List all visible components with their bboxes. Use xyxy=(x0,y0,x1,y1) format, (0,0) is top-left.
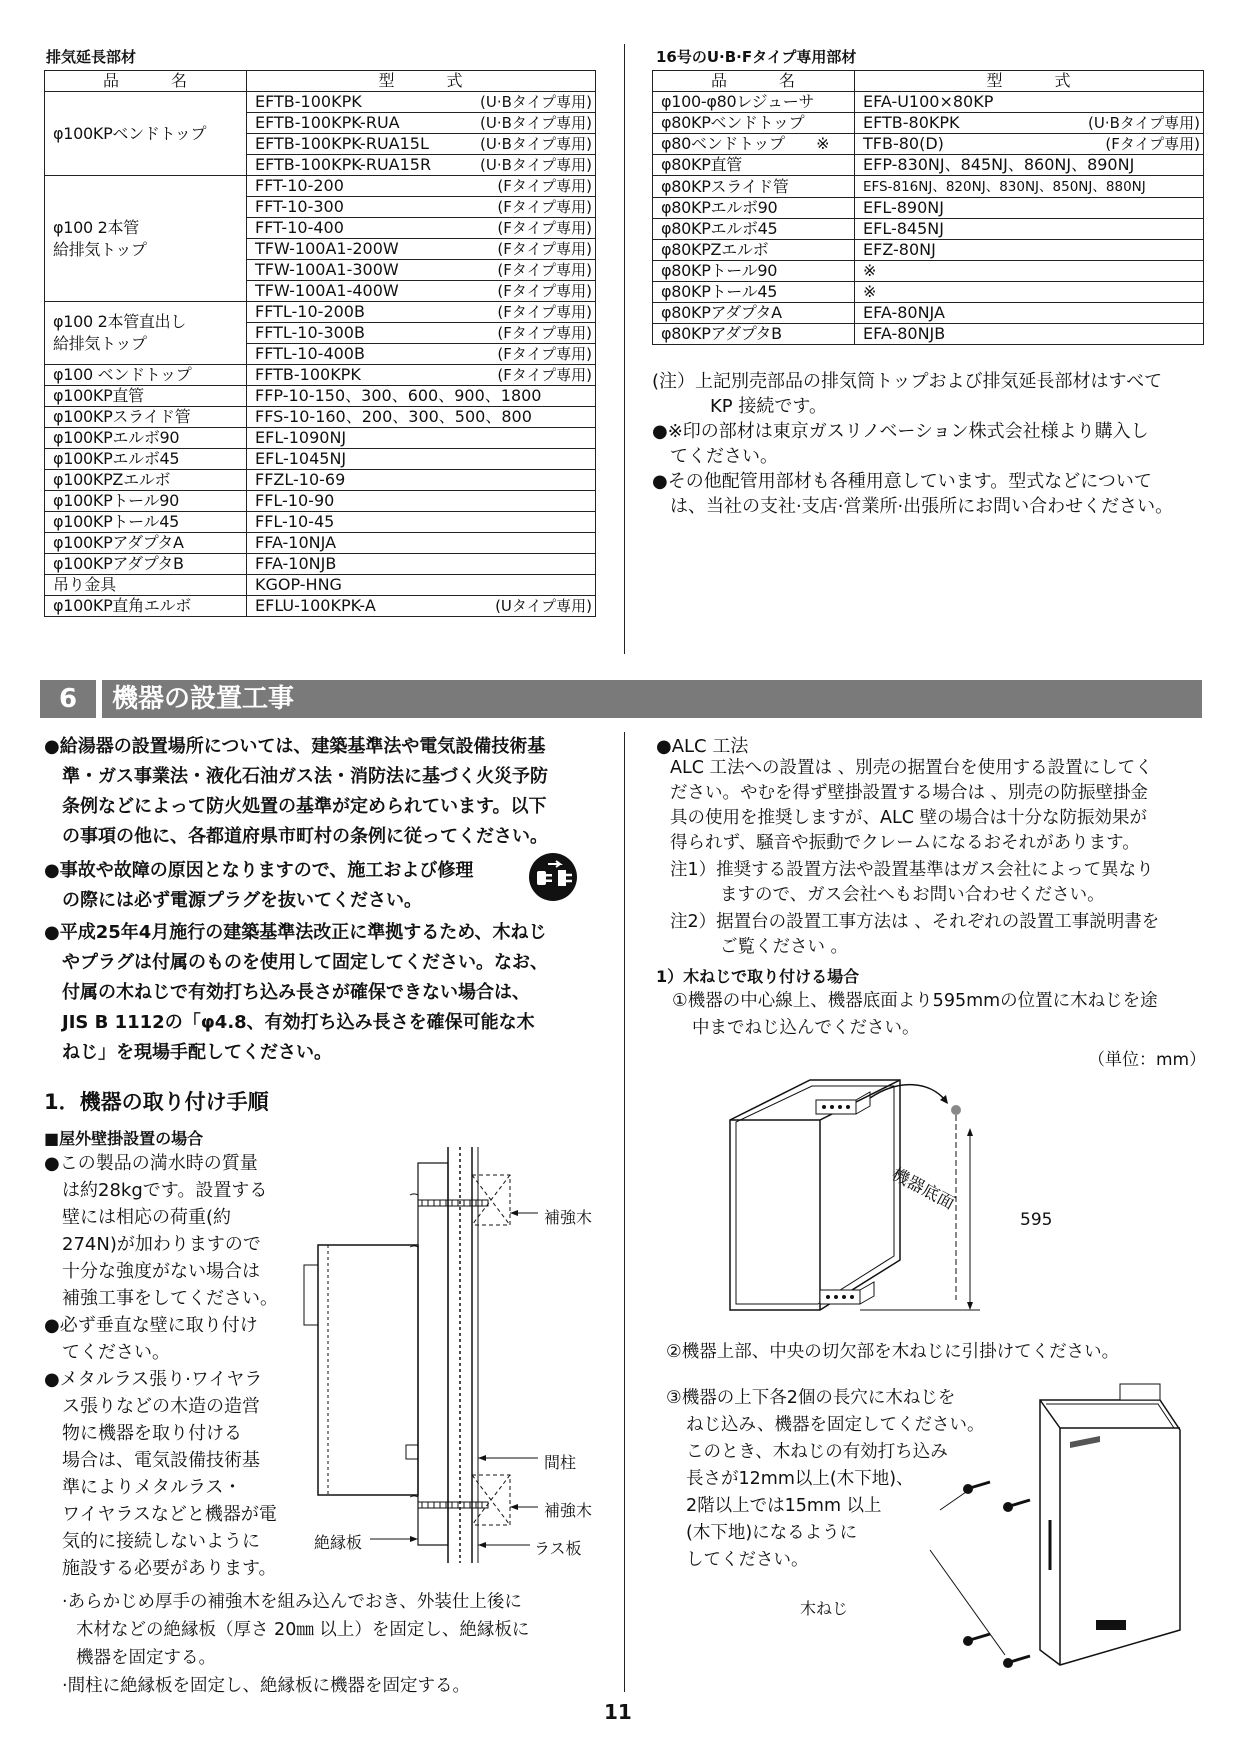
part-model-cell xyxy=(855,113,1204,134)
part-name: φ80KPアダプタB xyxy=(653,324,855,345)
part-note: (U·Bタイプ専用) xyxy=(480,135,592,153)
table-row xyxy=(45,386,596,407)
part-model: EFA-80NJA xyxy=(863,303,945,322)
part-model: EFTB-100KPK-RUA15L xyxy=(255,134,429,153)
text-line: 付属の木ねじで有効打ち込み長さが確保できない場合は、 xyxy=(62,982,530,1003)
part-model: FFZL-10-69 xyxy=(255,470,346,489)
unit-label: （単位：mm） xyxy=(1088,1050,1207,1070)
table-row xyxy=(45,554,596,575)
text-line: 注1）推奨する設置方法や設置基準はガス会社によって異なり xyxy=(670,860,1154,880)
part-name: φ100KPアダプタB xyxy=(45,554,247,575)
text-line: ス張りなどの木造の造営 xyxy=(62,1396,260,1417)
text-line: 施設する必要があります。 xyxy=(62,1558,277,1579)
part-model: FFTL-10-200B xyxy=(255,302,365,321)
text-line: 場合は、電気設備技術基 xyxy=(62,1450,260,1471)
label-bottom-face: 機器底面 xyxy=(888,1164,958,1214)
col-header-name: 品 名 xyxy=(45,71,247,92)
label-reinforcement-wood-2: 補強木 xyxy=(544,1501,593,1520)
part-name: φ80KPZエルボ xyxy=(653,240,855,261)
text-line: ださい。やむを得ず壁掛設置する場合は 、別売の防振壁掛金 xyxy=(670,783,1149,803)
text-line: 十分な強度がない場合は xyxy=(62,1261,260,1282)
right-table-heading: 16号のU·B·Fタイプ専用部材 xyxy=(656,48,857,66)
part-model: KGOP-HNG xyxy=(255,575,342,594)
table-row xyxy=(45,449,596,470)
text-line: ●平成25年4月施行の建築基準法改正に準拠するため、木ねじ xyxy=(44,922,547,943)
text-line: 物に機器を取り付ける xyxy=(62,1423,242,1444)
part-model-cell xyxy=(247,428,596,449)
part-model-cell xyxy=(247,554,596,575)
table-row xyxy=(653,219,1204,240)
part-model-cell xyxy=(247,449,596,470)
text-line: してください。 xyxy=(686,1550,809,1570)
label-reinforcement-wood-1: 補強木 xyxy=(544,1208,593,1227)
col-header-model: 型 式 xyxy=(855,71,1204,92)
column-divider-top xyxy=(624,44,625,654)
table-row xyxy=(653,176,1204,198)
part-model: FFT-10-400 xyxy=(255,218,344,237)
part-model: EFA-80NJB xyxy=(863,324,946,343)
page-number: 11 xyxy=(604,1700,632,1724)
text-line: やプラグは付属のものを使用して固定してください。なお、 xyxy=(62,952,548,973)
part-model: FFL-10-45 xyxy=(255,512,335,531)
text-line: ワイヤラスなどと機器が電 xyxy=(62,1504,277,1525)
part-model: EFTB-100KPK xyxy=(255,92,362,111)
part-name: φ100 ベンドトップ xyxy=(45,365,247,386)
screw-fixing-diagram xyxy=(860,1380,1205,1685)
step-heading: 1）木ねじで取り付ける場合 xyxy=(656,967,860,986)
part-model-cell xyxy=(247,176,596,197)
part-model: FFT-10-200 xyxy=(255,176,344,195)
part-name: φ100KPベンドトップ xyxy=(45,92,247,176)
part-model: TFW-100A1-200W xyxy=(255,239,399,258)
part-model-cell xyxy=(247,155,596,176)
part-model-cell xyxy=(247,386,596,407)
table-row xyxy=(653,113,1204,134)
part-note: (Fタイプ専用) xyxy=(497,366,592,384)
part-model-cell xyxy=(855,219,1204,240)
part-name: φ100 2本管直出し 給排気トップ xyxy=(45,302,247,365)
part-name: φ80KPエルボ45 xyxy=(653,219,855,240)
text-line: ねじ」を現場手配してください。 xyxy=(62,1042,332,1063)
text-line: 壁には相応の荷重(約 xyxy=(62,1207,232,1228)
part-model: FFA-10NJB xyxy=(255,554,337,573)
part-note: (Fタイプ専用) xyxy=(497,345,592,363)
table-row xyxy=(653,134,1204,155)
part-model: FFL-10-90 xyxy=(255,491,335,510)
part-model-cell xyxy=(855,261,1204,282)
table-row xyxy=(653,324,1204,345)
text-line: は、当社の支社·支店·営業所·出張所にお問い合わせください。 xyxy=(670,496,1174,517)
part-model-cell xyxy=(247,260,596,281)
bullet-regulations xyxy=(44,732,604,852)
label-lath-board: ラス板 xyxy=(534,1539,582,1558)
table-row xyxy=(45,365,596,386)
section-number: 6 xyxy=(58,684,78,714)
exhaust-parts-table xyxy=(44,70,596,617)
table-row xyxy=(45,302,596,323)
part-name: φ80KPベンドトップ xyxy=(653,113,855,134)
text-line: ①機器の中心線上、機器底面より595mmの位置に木ねじを途 xyxy=(672,991,1158,1011)
table-row xyxy=(653,282,1204,303)
part-model: FFTL-10-300B xyxy=(255,323,365,342)
alc-heading: ●ALC 工法 xyxy=(656,736,749,757)
table-row xyxy=(45,176,596,197)
part-note: (Fタイプ専用) xyxy=(497,219,592,237)
part-model-cell xyxy=(247,512,596,533)
text-line: ●事故や故障の原因となりますので、施工および修理 xyxy=(44,860,474,881)
text-line: ねじ込み、機器を固定してください。 xyxy=(686,1415,985,1435)
text-line: ●必ず垂直な壁に取り付け xyxy=(44,1315,258,1336)
part-note: (Fタイプ専用) xyxy=(497,282,592,300)
subheading-wall-mount: ■屋外壁掛設置の場合 xyxy=(44,1129,204,1148)
text-line: の際には必ず電源プラグを抜いてください。 xyxy=(62,890,422,911)
text-line: 補強工事をしてください。 xyxy=(62,1288,278,1309)
text-line: 長さが12mm以上(木下地)、 xyxy=(686,1469,914,1489)
column-divider-bottom xyxy=(624,732,625,1692)
part-name: φ100KPエルボ45 xyxy=(45,449,247,470)
part-name: φ100 2本管 給排気トップ xyxy=(45,176,247,302)
part-model: TFW-100A1-400W xyxy=(255,281,399,300)
text-line: JIS B 1112の「φ4.8、有効打ち込み長さを確保可能な木 xyxy=(62,1012,535,1033)
text-line: このとき、木ねじの有効打ち込み xyxy=(686,1442,948,1462)
part-name: φ80KPスライド管 xyxy=(653,176,855,198)
part-model: ※ xyxy=(863,261,877,280)
part-model: FFTL-10-400B xyxy=(255,344,365,363)
text-line: 準・ガス事業法・液化石油ガス法・消防法に基づく火災予防 xyxy=(62,766,548,787)
part-name: φ80KPアダプタA xyxy=(653,303,855,324)
part-note: (Fタイプ専用) xyxy=(497,177,592,195)
part-note: (Fタイプ専用) xyxy=(1105,135,1200,153)
part-model: EFTB-100KPK-RUA xyxy=(255,113,400,132)
text-line: ·間柱に絶縁板を固定し、絶縁板に機器を固定する。 xyxy=(62,1676,471,1696)
table-row xyxy=(45,407,596,428)
text-line: 機器を固定する。 xyxy=(76,1648,216,1668)
col-header-name: 品 名 xyxy=(653,71,855,92)
table-row xyxy=(45,92,596,113)
part-model-cell xyxy=(247,533,596,554)
table-row xyxy=(653,155,1204,176)
table-row xyxy=(653,240,1204,261)
table-row xyxy=(45,512,596,533)
part-model-cell xyxy=(247,596,596,617)
part-model-cell xyxy=(247,92,596,113)
part-model-cell xyxy=(855,198,1204,219)
part-model-cell xyxy=(855,324,1204,345)
part-note: (U·Bタイプ専用) xyxy=(480,156,592,174)
part-model: ※ xyxy=(863,282,877,301)
part-model: EFS-816NJ、820NJ、830NJ、850NJ、880NJ xyxy=(863,179,1146,195)
part-note: (Fタイプ専用) xyxy=(497,240,592,258)
part-name: φ100KPアダプタA xyxy=(45,533,247,554)
part-name: φ100KP直角エルボ xyxy=(45,596,247,617)
part-name: φ100KPトール90 xyxy=(45,491,247,512)
text-line: ●この製品の満水時の質量 xyxy=(44,1153,258,1174)
part-model: TFW-100A1-300W xyxy=(255,260,399,279)
part-model-cell xyxy=(247,344,596,365)
table-row xyxy=(45,491,596,512)
text-line: ●※印の部材は東京ガスリノベーション株式会社様より購入し xyxy=(652,421,1149,442)
part-name: φ80KPトール90 xyxy=(653,261,855,282)
part-model-cell xyxy=(247,470,596,491)
part-model: EFL-1045NJ xyxy=(255,449,347,468)
part-model: EFTB-80KPK xyxy=(863,113,960,132)
text-line: (木下地)になるように xyxy=(686,1523,858,1543)
dimension-595: 595 xyxy=(1020,1210,1053,1230)
text-line: 2階以上では15mm 以上 xyxy=(686,1496,882,1516)
alc-note-1 xyxy=(670,858,1210,908)
part-name: φ100KPZエルボ xyxy=(45,470,247,491)
text-line: てください。 xyxy=(670,446,778,467)
alc-note-2 xyxy=(670,910,1210,960)
text-line: ●メタルラス張り·ワイヤラ xyxy=(44,1369,263,1390)
bullet-screws xyxy=(44,918,614,1068)
part-model: EFA-U100×80KP xyxy=(863,92,994,111)
part-note: (Uタイプ専用) xyxy=(495,597,592,615)
part-note: (Fタイプ専用) xyxy=(497,303,592,321)
part-name: 吊り金具 xyxy=(45,575,247,596)
part-model-cell xyxy=(855,155,1204,176)
part-model: FFS-10-160、200、300、500、800 xyxy=(255,407,532,426)
label-stud: 間柱 xyxy=(544,1453,577,1472)
part-model-cell xyxy=(247,365,596,386)
part-model-cell xyxy=(247,113,596,134)
part-model-cell xyxy=(247,134,596,155)
part-name: φ80ベンドトップ ※ xyxy=(653,134,855,155)
part-model-cell xyxy=(855,134,1204,155)
part-model: FFP-10-150、300、600、900、1800 xyxy=(255,386,542,405)
part-model: EFL-890NJ xyxy=(863,198,944,217)
table-row xyxy=(45,575,596,596)
part-name: φ80KP直管 xyxy=(653,155,855,176)
part-model: FFTB-100KPK xyxy=(255,365,361,384)
part-model-cell xyxy=(247,281,596,302)
text-line: 注2）据置台の設置工事方法は 、それぞれの設置工事説明書を xyxy=(670,912,1160,932)
part-model-cell xyxy=(247,323,596,344)
table-row xyxy=(45,428,596,449)
part-name: φ80KPトール45 xyxy=(653,282,855,303)
text-line: の事項の他に、各都道府県市町村の条例に従ってください。 xyxy=(62,826,548,847)
table-row xyxy=(45,596,596,617)
part-name: φ80KPエルボ90 xyxy=(653,198,855,219)
part-name: φ100-φ80レジューサ xyxy=(653,92,855,113)
part-model: EFLU-100KPK-A xyxy=(255,596,376,615)
step-1-text xyxy=(672,988,1212,1042)
part-model-cell xyxy=(855,282,1204,303)
part-name: φ100KPスライド管 xyxy=(45,407,247,428)
wall-mount-text xyxy=(44,1150,304,1582)
text-line: てください。 xyxy=(62,1342,170,1363)
part-model: FFT-10-300 xyxy=(255,197,344,216)
text-line: 得られず、騒音や振動でクレームになるおそれがあります。 xyxy=(670,833,1140,853)
text-line: 気的に接続しないように xyxy=(62,1531,260,1552)
text-line: 中までねじ込んでください。 xyxy=(692,1018,920,1038)
table-row xyxy=(45,533,596,554)
part-model-cell xyxy=(247,218,596,239)
text-line: (注）上記別売部品の排気筒トップおよび排気延長部材はすべて xyxy=(652,371,1163,392)
part-model-cell xyxy=(247,491,596,512)
text-line: 木材などの絶縁板（厚さ 20㎜ 以上）を固定し、絶縁板に xyxy=(76,1620,530,1640)
text-line: ご覧ください 。 xyxy=(720,937,849,957)
part-note: (Fタイプ専用) xyxy=(497,198,592,216)
label-wood-screw: 木ねじ xyxy=(800,1599,849,1618)
part-model-cell xyxy=(855,176,1204,198)
wall-mount-notes xyxy=(62,1588,612,1700)
table-row xyxy=(653,198,1204,219)
part-model-cell xyxy=(247,197,596,218)
part-model-cell xyxy=(855,92,1204,113)
part-name: φ100KP直管 xyxy=(45,386,247,407)
text-line: ALC 工法への設置は 、別売の据置台を使用する設置にしてく xyxy=(670,758,1153,778)
text-line: ③機器の上下各2個の長穴に木ねじを xyxy=(666,1388,956,1408)
part-note: (Fタイプ専用) xyxy=(497,324,592,342)
subheading-procedure: 1．機器の取り付け手順 xyxy=(44,1090,269,1114)
part-model: EFTB-100KPK-RUA15R xyxy=(255,155,432,174)
text-line: KP 接続です。 xyxy=(710,396,827,417)
part-note: (Fタイプ専用) xyxy=(497,261,592,279)
left-table-heading: 排気延長部材 xyxy=(46,48,137,66)
part-model: EFL-845NJ xyxy=(863,219,944,238)
alc-body xyxy=(670,756,1210,856)
text-line: ますので、ガス会社へもお問い合わせください。 xyxy=(720,885,1105,905)
text-line: 条例などによって防火処置の基準が定められています。以下 xyxy=(62,796,547,817)
bullet-unplug xyxy=(44,856,544,916)
section-bar xyxy=(40,680,1202,718)
text-line: ·あらかじめ厚手の補強木を組み込んでおき、外装仕上後に xyxy=(62,1592,522,1612)
step-2-text: ②機器上部、中央の切欠部を木ねじに引掛けてください。 xyxy=(666,1342,1120,1362)
part-model: FFA-10NJA xyxy=(255,533,337,552)
16go-parts-table xyxy=(652,70,1204,345)
text-line: 具の使用を推奨しますが、ALC 壁の場合は十分な防振効果が xyxy=(670,808,1148,828)
text-line: 準によりメタルラス・ xyxy=(62,1477,242,1498)
table-row xyxy=(45,470,596,491)
part-name: φ100KPエルボ90 xyxy=(45,428,247,449)
part-model: EFP-830NJ、845NJ、860NJ、890NJ xyxy=(863,155,1135,174)
table-row xyxy=(653,92,1204,113)
part-note: (U·Bタイプ専用) xyxy=(480,114,592,132)
part-note: (U·Bタイプ専用) xyxy=(1088,114,1200,132)
text-line: ●その他配管用部材も各種用意しています。型式などについて xyxy=(652,471,1152,492)
part-model-cell xyxy=(855,240,1204,261)
part-model: TFB-80(D) xyxy=(863,134,944,153)
part-model-cell xyxy=(247,575,596,596)
right-table-notes xyxy=(652,369,1212,519)
part-model: EFZ-80NJ xyxy=(863,240,936,259)
part-model-cell xyxy=(247,407,596,428)
part-model-cell xyxy=(247,302,596,323)
text-line: ●給湯器の設置場所については、建築基準法や電気設備技術基 xyxy=(44,736,546,757)
label-insulation-board: 絶縁板 xyxy=(314,1533,363,1552)
table-row xyxy=(653,261,1204,282)
part-note: (U·Bタイプ専用) xyxy=(480,93,592,111)
part-model-cell xyxy=(855,303,1204,324)
text-line: 274N)が加わりますので xyxy=(62,1234,261,1255)
col-header-model: 型 式 xyxy=(247,71,596,92)
section-title: 機器の設置工事 xyxy=(112,684,295,714)
table-row xyxy=(653,303,1204,324)
part-model: EFL-1090NJ xyxy=(255,428,347,447)
text-line: は約28kgです。設置する xyxy=(62,1180,268,1201)
part-name: φ100KPトール45 xyxy=(45,512,247,533)
part-model-cell xyxy=(247,239,596,260)
unplug-icon xyxy=(528,852,578,902)
